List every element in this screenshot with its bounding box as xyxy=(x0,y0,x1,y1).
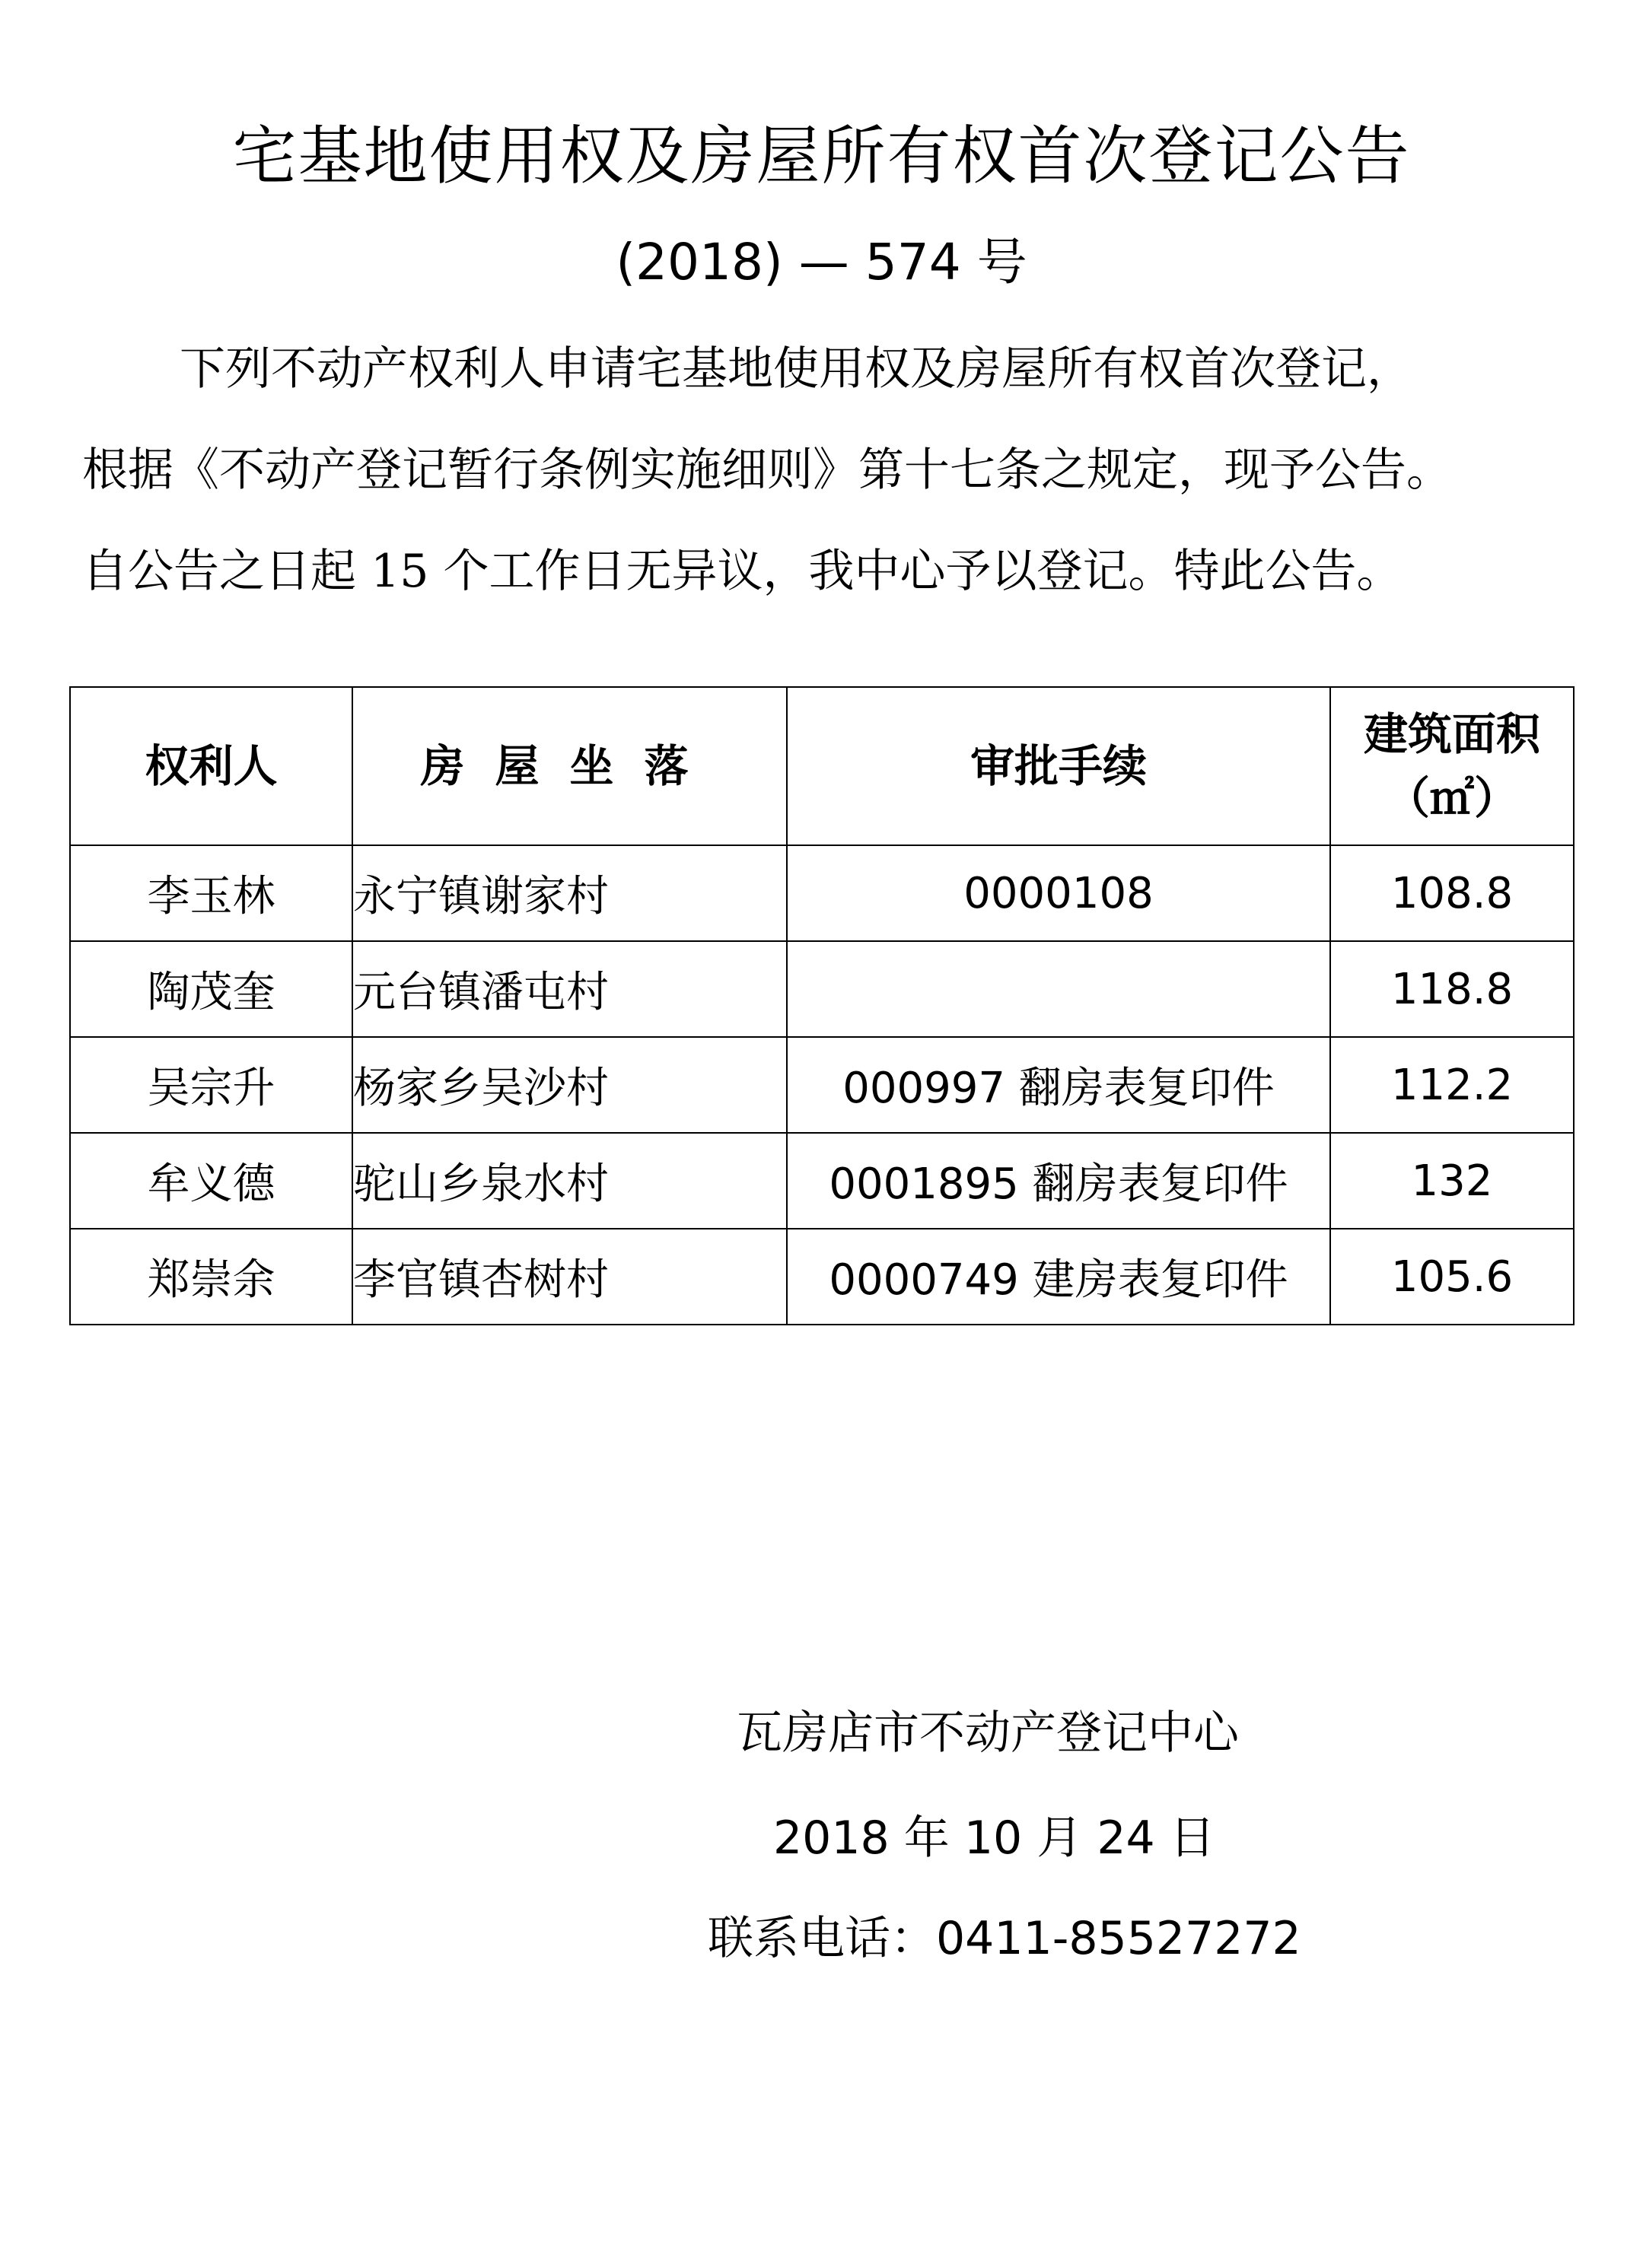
contact-phone: 联系电话：0411-85527272 xyxy=(708,1912,1301,1965)
cell-approval: 0000749 建房表复印件 xyxy=(787,1229,1330,1325)
table-header-row xyxy=(70,687,1574,845)
cell-owner: 郑崇余 xyxy=(70,1229,352,1325)
column-header-approval: 审批手续 xyxy=(787,687,1330,845)
cell-owner: 李玉林 xyxy=(70,845,352,941)
cell-owner: 陶茂奎 xyxy=(70,941,352,1037)
cell-location: 驼山乡泉水村 xyxy=(352,1133,787,1229)
issue-date: 2018 年 10 月 24 日 xyxy=(773,1812,1215,1865)
cell-location: 永宁镇谢家村 xyxy=(352,845,787,941)
registration-table xyxy=(69,686,1575,1325)
cell-location: 杨家乡吴沙村 xyxy=(352,1037,787,1133)
cell-location: 元台镇潘屯村 xyxy=(352,941,787,1037)
cell-location: 李官镇杏树村 xyxy=(352,1229,787,1325)
column-header-area-title: 建筑面积 xyxy=(1363,708,1540,760)
table-row xyxy=(70,1037,1574,1133)
issuing-organization: 瓦房店市不动产登记中心 xyxy=(737,1707,1239,1760)
notice-title: 宅基地使用权及房屋所有权首次登记公告 xyxy=(232,119,1411,193)
column-header-location: 房屋坐落 xyxy=(352,687,787,845)
cell-owner: 吴宗升 xyxy=(70,1037,352,1133)
cell-area: 132 xyxy=(1330,1133,1574,1229)
column-header-owner: 权利人 xyxy=(70,687,352,845)
cell-area: 108.8 xyxy=(1330,845,1574,941)
notice-paragraph-line-1: 下列不动产权利人申请宅基地使用权及房屋所有权首次登记， xyxy=(180,342,1412,396)
table-row xyxy=(70,1229,1574,1325)
document-number: (2018) — 574 号 xyxy=(616,233,1027,291)
cell-approval: 0001895 翻房表复印件 xyxy=(787,1133,1330,1229)
cell-approval: 000997 翻房表复印件 xyxy=(787,1037,1330,1133)
cell-area: 118.8 xyxy=(1330,941,1574,1037)
table-row xyxy=(70,941,1574,1037)
notice-paragraph-line-3: 自公告之日起 15 个工作日无异议，我中心予以登记。特此公告。 xyxy=(82,545,1403,598)
cell-area: 105.6 xyxy=(1330,1229,1574,1325)
table-row xyxy=(70,845,1574,941)
cell-area: 112.2 xyxy=(1330,1037,1574,1133)
cell-approval xyxy=(787,941,1330,1037)
cell-approval: 0000108 xyxy=(787,845,1330,941)
column-header-area xyxy=(1330,687,1574,845)
notice-paragraph-line-2: 根据《不动产登记暂行条例实施细则》第十七条之规定，现予公告。 xyxy=(82,444,1452,497)
cell-owner: 牟义德 xyxy=(70,1133,352,1229)
table-row xyxy=(70,1133,1574,1229)
column-header-area-unit: （㎡） xyxy=(1385,772,1518,824)
